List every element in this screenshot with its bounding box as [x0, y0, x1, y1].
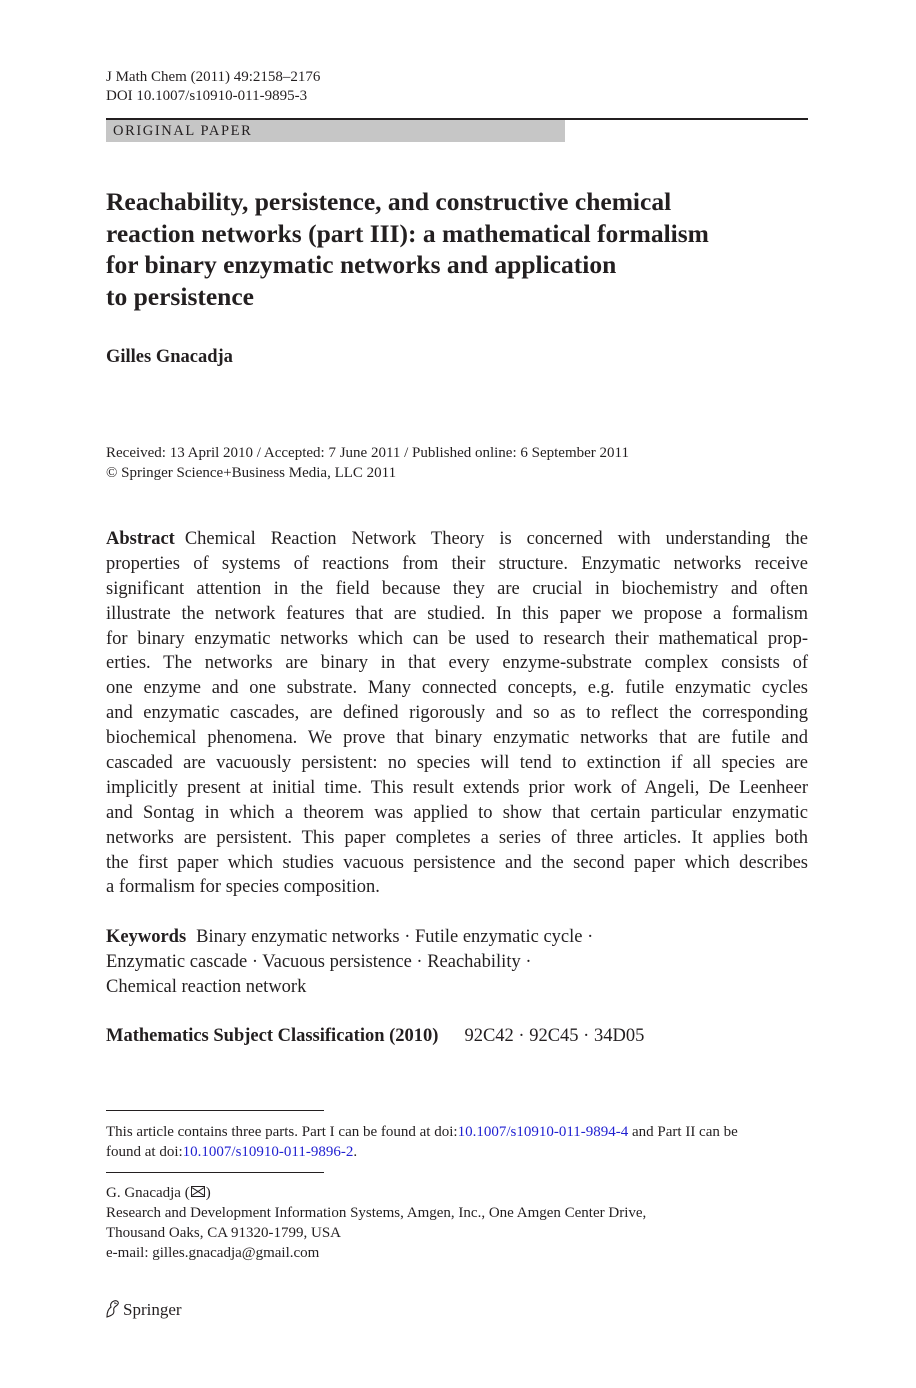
publisher-logo [104, 1298, 182, 1325]
journal-citation: J Math Chem (2011) 49:2158–2176 [106, 69, 321, 85]
abstract-first-line: Chemical Reaction Network Theory is concerned with understanding the [184, 529, 808, 549]
publisher-name: Springer [123, 1300, 182, 1319]
abstract-line: erties. The networks are binary in that every enzyme-substrate complex consists of [106, 653, 808, 674]
abstract-line: implicitly present at initial time. This result extends prior work of Angeli, De Leenheer [106, 777, 808, 798]
keywords-line [106, 925, 593, 950]
doi-link-part-2[interactable]: 10.1007/s10910-011-9896-2 [182, 1144, 354, 1160]
abstract-line: the first paper which studies vacuous persistence and the second paper which describes [106, 852, 808, 873]
keywords-text: Binary enzymatic networks · Futile enzymatic cycle · [196, 927, 594, 947]
affiliation-email: e-mail: gilles.gnacadja@gmail.com [106, 1245, 320, 1261]
title-line: reaction networks (part III): a mathematical formalism [106, 218, 709, 248]
footnote [106, 1122, 808, 1162]
doi-line: DOI 10.1007/s10910-011-9895-3 [106, 88, 308, 104]
affiliation-name [106, 1183, 646, 1203]
footnote-text: . [353, 1144, 358, 1160]
doi-link-part-1[interactable]: 10.1007/s10910-011-9894-4 [457, 1124, 629, 1140]
footnote-text: This article contains three parts. Part I can be found at doi: [106, 1124, 458, 1140]
abstract-label: Abstract [106, 529, 175, 549]
abstract-line: cascaded are vacuously persistent: no species will tend to extinction if all species are [106, 753, 808, 774]
affiliation [106, 1183, 646, 1263]
abstract-line: a formalism for species composition. [106, 877, 380, 898]
affiliation-rule [106, 1172, 324, 1173]
date-history: Received: 13 April 2010 / Accepted: 7 June 2011 / Published online: 6 September 2011 [106, 445, 629, 461]
category-band [106, 120, 565, 142]
abstract-line: and Sontag in which a theorem was applied to show that certain particular enzymatic [106, 802, 808, 823]
keywords-line: Chemical reaction network [106, 977, 307, 997]
copyright-line: © Springer Science+Business Media, LLC 2011 [106, 465, 397, 481]
author-short-name: G. Gnacadja ( [106, 1185, 190, 1201]
abstract-line: and enzymatic cascades, are defined rigorously and so as to reflect the corresponding [106, 703, 808, 724]
abstract-line: networks are persistent. This paper completes a series of three articles. It applies both [106, 827, 808, 848]
title-line: to persistence [106, 281, 254, 311]
affiliation-line: Thousand Oaks, CA 91320-1799, USA [106, 1225, 341, 1241]
msc-codes: 92C42 · 92C45 · 34D05 [464, 1026, 645, 1046]
footnote-text: and Part II can be [628, 1124, 738, 1140]
journal-header [106, 68, 320, 106]
publication-dates [106, 443, 629, 483]
abstract-line: properties of systems of reactions from their structure. Enzymatic networks receive [106, 553, 808, 574]
title-line: for binary enzymatic networks and application [106, 250, 617, 279]
author-name: Gilles Gnacadja [106, 347, 233, 367]
abstract-line: for binary enzymatic networks which can be used to research their mathematical prop- [106, 628, 808, 649]
abstract-line [106, 527, 808, 552]
footnote-rule [106, 1110, 324, 1111]
abstract-line: illustrate the network features that are studied. In this paper we propose a formalism [106, 603, 808, 624]
envelope-icon [191, 1186, 205, 1197]
abstract [106, 527, 808, 900]
abstract-line: one enzyme and one substrate. Many connected concepts, e.g. futile enzymatic cycles [106, 678, 808, 699]
footnote-line [106, 1142, 808, 1162]
keywords-label: Keywords [106, 927, 187, 947]
msc-label: Mathematics Subject Classification (2010) [106, 1026, 439, 1046]
msc-classification [106, 1024, 644, 1049]
category-label: ORIGINAL PAPER [113, 123, 253, 139]
footnote-text: found at doi: [106, 1144, 183, 1160]
title-line: Reachability, persistence, and constructive chemical [106, 187, 672, 216]
keywords-line: Enzymatic cascade · Vacuous persistence · Reachability · [106, 952, 532, 972]
author-short-name-end: ) [205, 1185, 211, 1201]
paper-title [106, 186, 808, 312]
keywords [106, 925, 593, 1000]
abstract-line: significant attention in the field because they are crucial in biochemistry and often [106, 578, 808, 599]
affiliation-line: Research and Development Information Systems, Amgen, Inc., One Amgen Center Drive, [106, 1205, 647, 1221]
abstract-line: biochemical phenomena. We prove that binary enzymatic networks that are futile and [106, 728, 808, 749]
footnote-line [106, 1122, 808, 1142]
springer-horse-icon [104, 1300, 120, 1325]
